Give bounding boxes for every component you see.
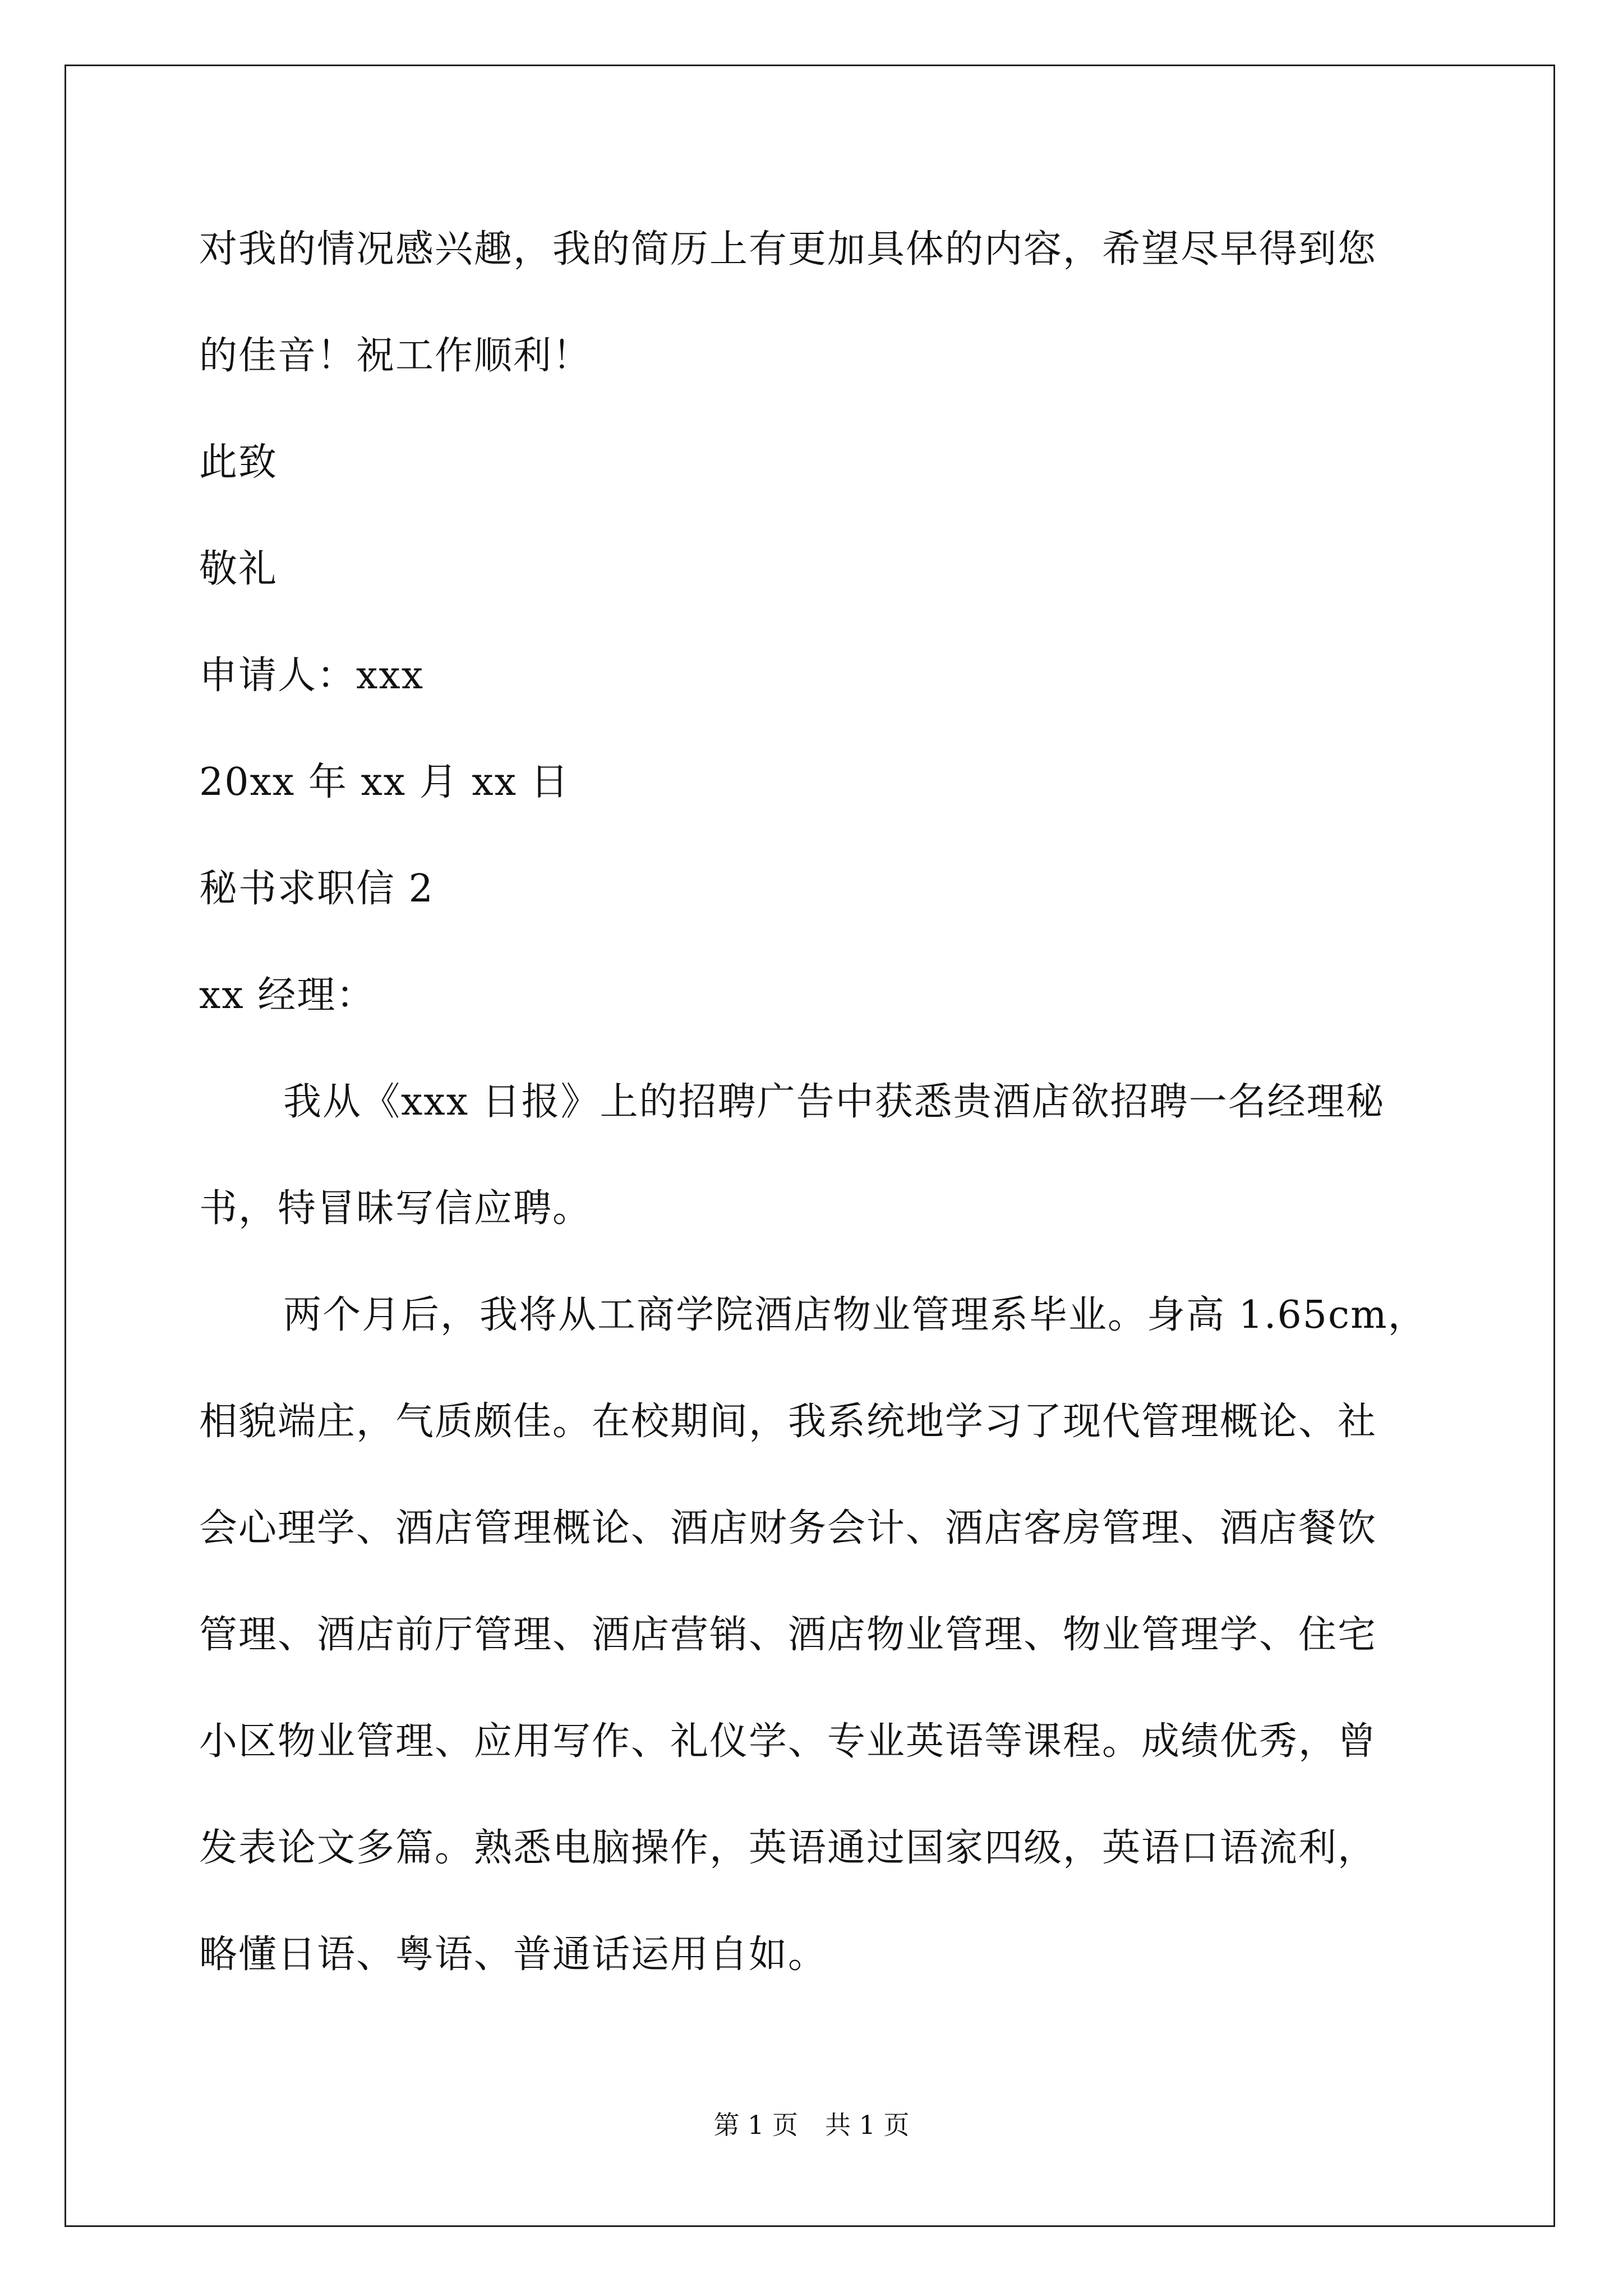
page-number-total: 共 1 页: [825, 2110, 910, 2140]
paragraph-line: 略懂日语、粤语、普通话运用自如。: [199, 1932, 828, 1977]
page-number-current: 第 1 页: [713, 2110, 798, 2140]
paragraph-line: 会心理学、酒店管理概论、酒店财务会计、酒店客房管理、酒店餐饮: [199, 1506, 1377, 1550]
paragraph-line: 小区物业管理、应用写作、礼仪学、专业英语等课程。成绩优秀，曾: [199, 1719, 1377, 1764]
paragraph-line: 发表论文多篇。熟悉电脑操作，英语通过国家四级，英语口语流利，: [199, 1826, 1377, 1870]
page-frame: [64, 65, 1555, 2227]
paragraph-line: 书，特冒昧写信应聘。: [199, 1186, 592, 1231]
section-title: 秘书求职信 2: [199, 867, 434, 911]
closing-salutation: 此致: [199, 440, 278, 485]
paragraph-line: 管理、酒店前厅管理、酒店营销、酒店物业管理、物业管理学、住宅: [199, 1613, 1377, 1657]
body-line: 的佳音！祝工作顺利！: [199, 334, 592, 378]
paragraph-line: 我从《xxx 日报》上的招聘广告中获悉贵酒店欲招聘一名经理秘: [283, 1080, 1385, 1124]
paragraph-line: 相貌端庄，气质颇佳。在校期间，我系统地学习了现代管理概论、社: [199, 1400, 1377, 1444]
applicant-signature: 申请人：xxx: [199, 654, 425, 698]
letter-greeting: xx 经理：: [199, 973, 376, 1018]
body-line: 对我的情况感兴趣，我的简历上有更加具体的内容，希望尽早得到您: [199, 227, 1377, 272]
paragraph-line: 两个月后，我将从工商学院酒店物业管理系毕业。身高 1.65cm，: [283, 1293, 1427, 1337]
page-footer: [0, 2109, 1623, 2141]
letter-date: 20xx 年 xx 月 xx 日: [199, 760, 570, 804]
closing-regards: 敬礼: [199, 547, 278, 591]
